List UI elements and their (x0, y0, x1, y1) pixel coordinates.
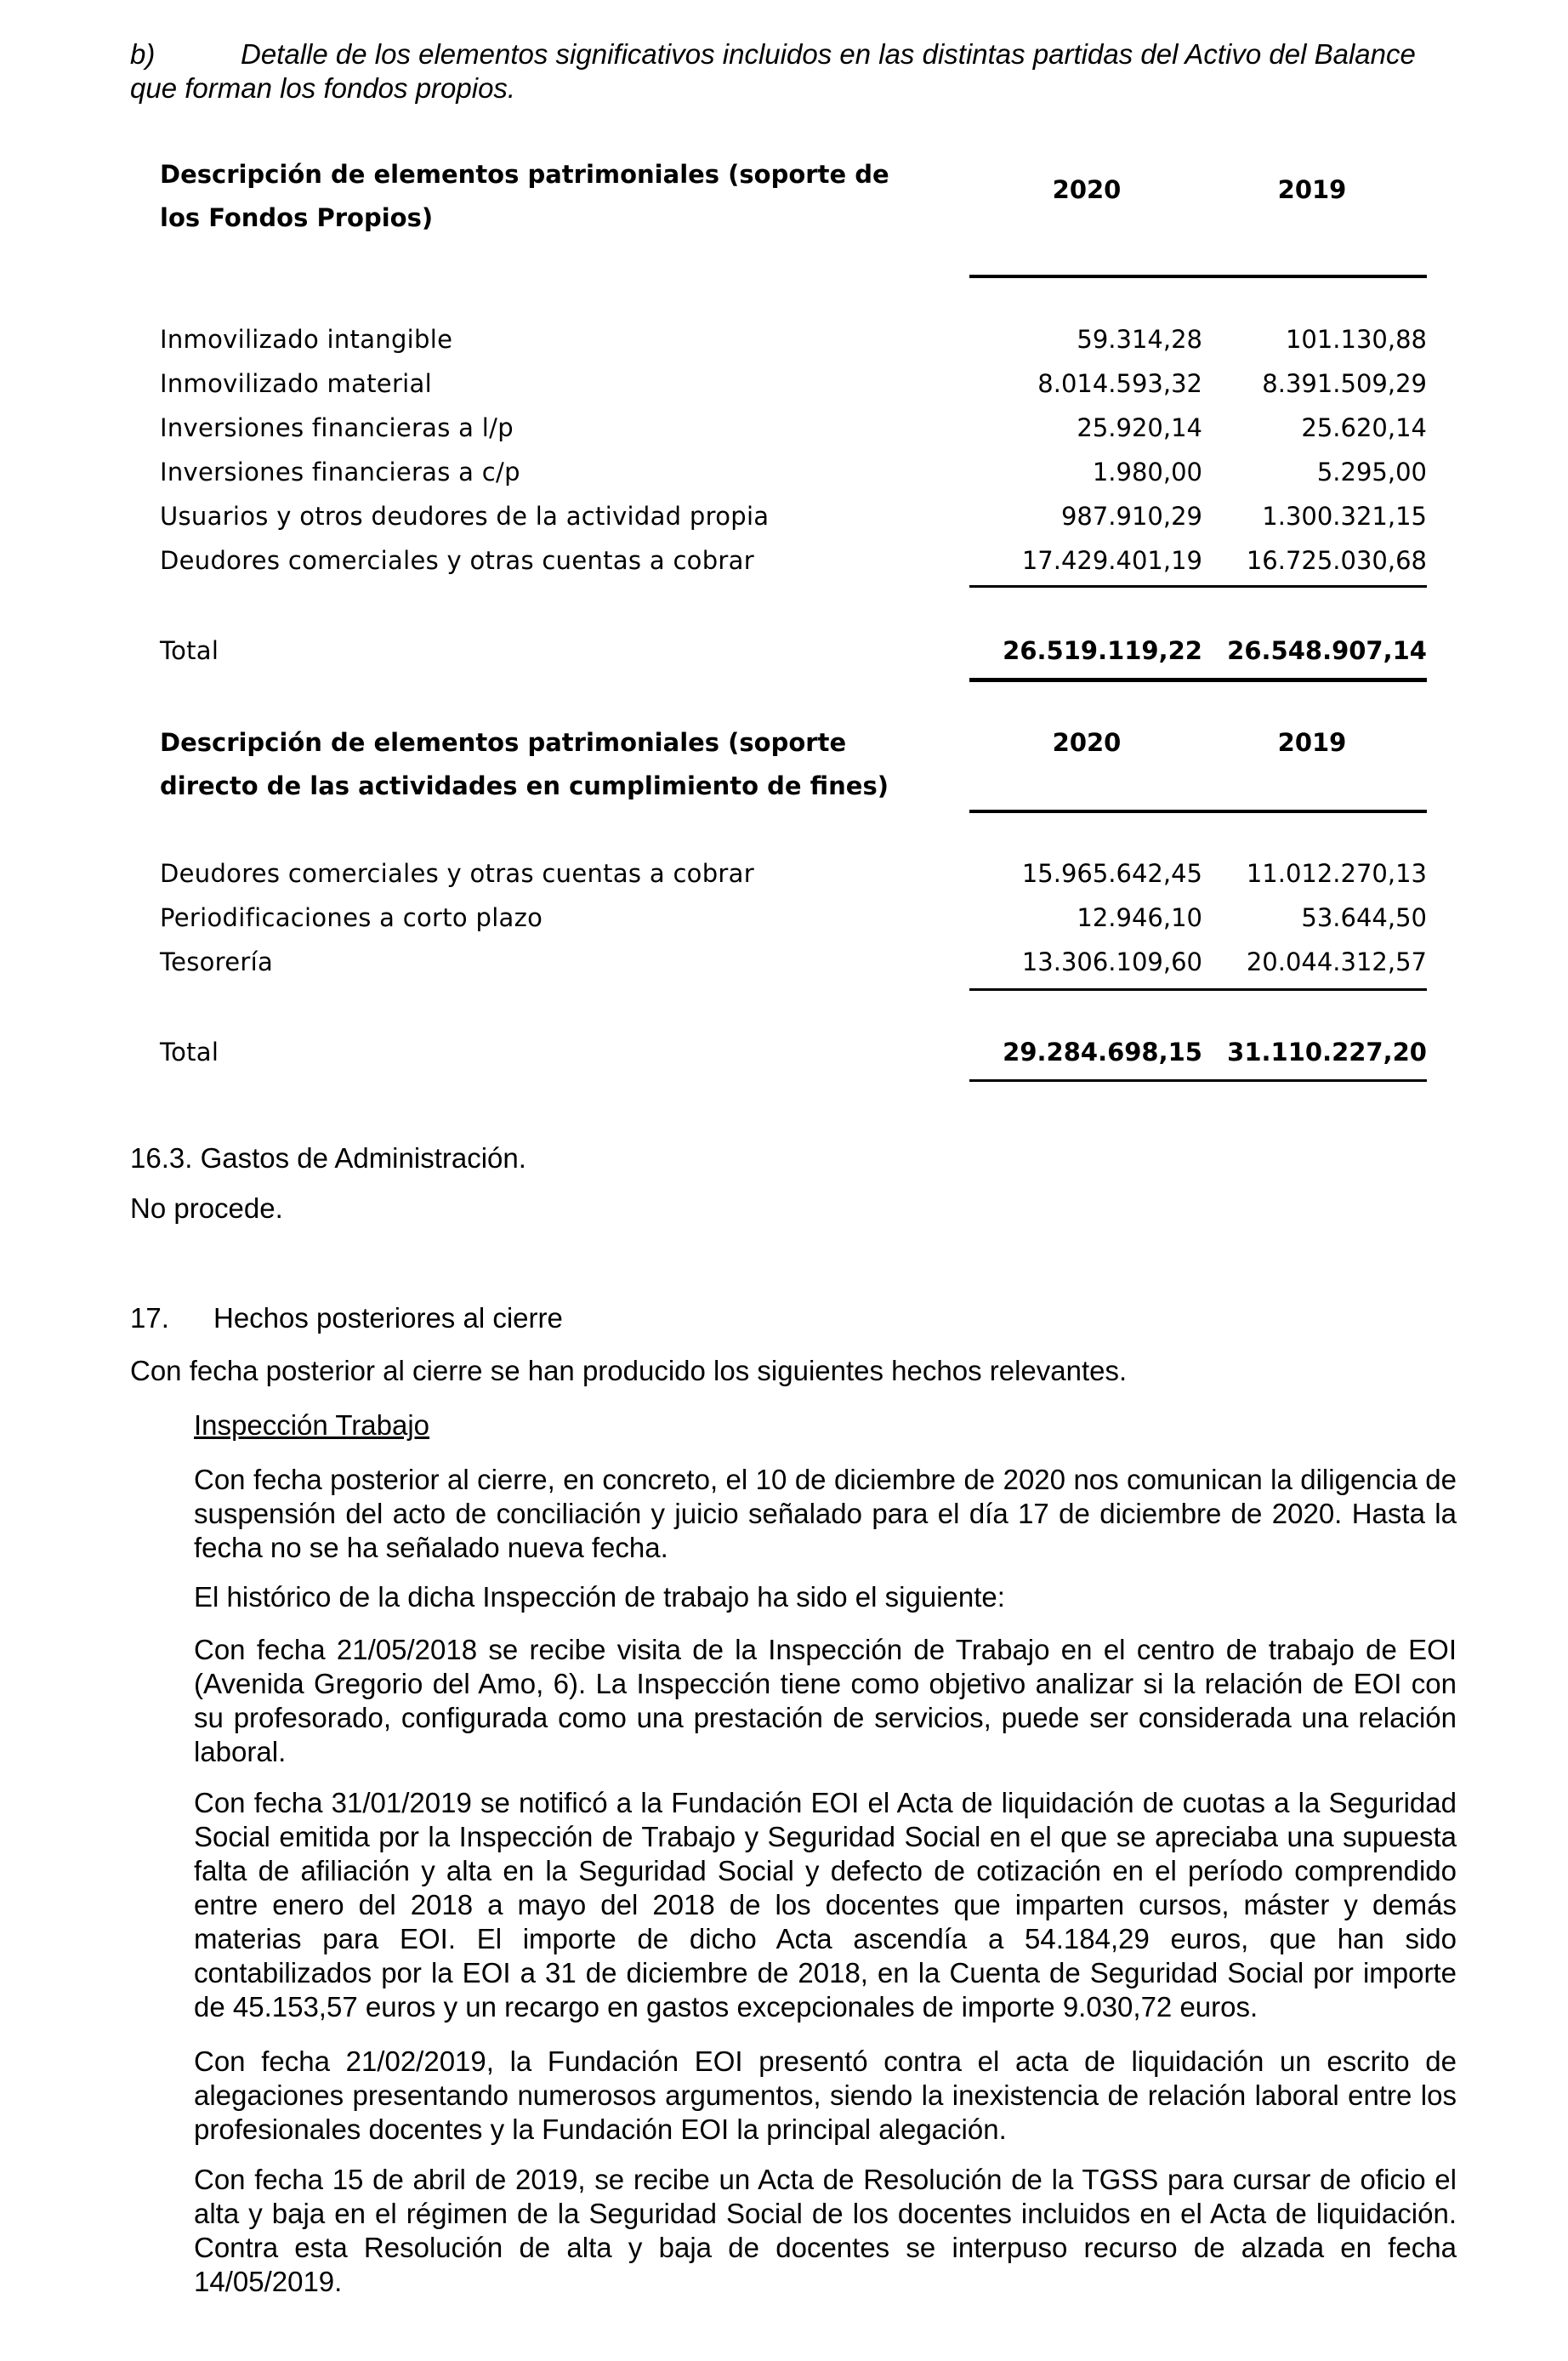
total-row (160, 636, 1427, 680)
row-label: Deudores comerciales y otras cuentas a cobrar (160, 859, 754, 888)
row-value-2020: 8.014.593,32 (1037, 369, 1202, 398)
paragraph: Con fecha 15 de abril de 2019, se recibe un Acta de Resolución de la TGSS para cursar de oficio el alta y baja en el régimen de la Seguridad Social de los docentes incluidos en el Acta de liquidación. Contra esta Resolución de alta y baja de docentes se interpuso recurso de alzada en fecha 14/05/2019. (194, 2164, 1457, 2297)
row-label: Deudores comerciales y otras cuentas a cobrar (160, 546, 754, 575)
paragraph: El histórico de la dicha Inspección de trabajo ha sido el siguiente: (194, 1581, 1005, 1613)
row-value-2020: 59.314,28 (1077, 325, 1202, 354)
section-17-heading (130, 1301, 563, 1335)
table-row (160, 903, 1427, 947)
total-rule (969, 678, 1427, 682)
row-value-2020: 1.980,00 (1092, 458, 1202, 486)
section-number: 17. (130, 1302, 169, 1334)
row-label: Inversiones financieras a c/p (160, 458, 520, 486)
paragraph: Con fecha posterior al cierre, en concreto, el 10 de diciembre de 2020 nos comunican la diligencia de suspensión del acto de conciliación y juicio señalado para el día 17 de diciembre de 2020. Hasta la fecha no se ha señalado nueva fecha. (194, 1464, 1457, 1563)
intro-text-line1: Detalle de los elementos significativos incluidos en las distintas partidas del Activo del Balance (241, 38, 1416, 70)
column-header-2019: 2019 (1277, 175, 1347, 204)
row-value-2019: 101.130,88 (1285, 325, 1427, 354)
section-17-intro: Con fecha posterior al cierre se han producido los siguientes hechos relevantes. (130, 1355, 1128, 1386)
table-fines (160, 721, 1427, 1087)
table-header (160, 721, 1427, 808)
table-fondos-propios (160, 153, 1427, 680)
row-label: Inversiones financieras a l/p (160, 413, 514, 442)
total-value-2020: 29.284.698,15 (1003, 1038, 1202, 1067)
row-value-2019: 53.644,50 (1301, 903, 1427, 932)
row-value-2020: 15.965.642,45 (1021, 859, 1202, 888)
column-header-2020: 2020 (1052, 175, 1122, 204)
row-value-2019: 16.725.030,68 (1246, 546, 1427, 575)
intro-text-line2: que forman los fondos propios. (130, 72, 516, 104)
table-row (160, 369, 1427, 413)
table-row (160, 502, 1427, 546)
section-16-3-heading: 16.3. Gastos de Administración. (130, 1142, 526, 1174)
row-value-2020: 987.910,29 (1060, 502, 1202, 531)
row-value-2019: 20.044.312,57 (1246, 947, 1427, 976)
intro-letter: b) (130, 38, 156, 70)
row-label: Inmovilizado intangible (160, 325, 453, 354)
paragraph: Con fecha 21/05/2018 se recibe visita de la Inspección de Trabajo en el centro de trabajo de EOI (Avenida Gregorio del Amo, 6). La Inspección tiene como objetivo analizar si la relación de EOI con su profesorado, configurada como una prestación de servicios, puede ser considerada una relación laboral. (194, 1634, 1457, 1767)
total-value-2019: 26.548.907,14 (1227, 636, 1427, 665)
table-row (160, 413, 1427, 458)
subtotal-rule (969, 988, 1427, 991)
row-value-2019: 25.620,14 (1301, 413, 1427, 442)
row-label: Usuarios y otros deudores de la actividad propia (160, 502, 770, 531)
row-value-2020: 25.920,14 (1077, 413, 1202, 442)
paragraph: Con fecha 31/01/2019 se notificó a la Fundación EOI el Acta de liquidación de cuotas a la Seguridad Social emitida por la Inspección de Trabajo y Seguridad Social en el que se apreciaba una supuesta falta de afiliación y alta en la Seguridad Social y defecto de cotización en el período comprendido entre enero del 2018 a mayo del 2018 de los docentes que imparten cursos, máster y demás materias para EOI. El importe de dicho Acta ascendía a 54.184,29 euros, que han sido contabilizados por la EOI a 31 de diciembre de 2018, en la Cuenta de Seguridad Social por importe de 45.153,57 euros y un recargo en gastos excepcionales de importe 9.030,72 euros. (194, 1787, 1457, 2022)
table-row (160, 458, 1427, 502)
row-label: Tesorería (160, 947, 274, 976)
total-label: Total (160, 636, 219, 665)
column-header-2019: 2019 (1277, 728, 1347, 757)
row-label: Inmovilizado material (160, 369, 432, 398)
row-label: Periodificaciones a corto plazo (160, 903, 543, 932)
total-label: Total (160, 1038, 219, 1067)
intro-paragraph (130, 37, 1457, 105)
table-row (160, 325, 1427, 369)
total-rule (969, 1079, 1427, 1082)
header-rule (969, 810, 1427, 813)
section-16-3-text: No procede. (130, 1192, 283, 1224)
table-title: Descripción de elementos patrimoniales (soporte directo de las actividades en cumplimiento de fines) (160, 728, 889, 800)
section-title: Hechos posteriores al cierre (213, 1302, 563, 1334)
table-row (160, 947, 1427, 992)
table-header (160, 153, 1427, 240)
header-rule (969, 275, 1427, 278)
row-value-2019: 8.391.509,29 (1262, 369, 1427, 398)
table-row (160, 859, 1427, 903)
column-header-2020: 2020 (1052, 728, 1122, 757)
total-row (160, 1038, 1427, 1082)
row-value-2019: 11.012.270,13 (1246, 859, 1427, 888)
row-value-2019: 1.300.321,15 (1262, 502, 1427, 531)
subtotal-rule (969, 585, 1427, 588)
row-value-2019: 5.295,00 (1316, 458, 1427, 486)
row-value-2020: 17.429.401,19 (1021, 546, 1202, 575)
row-value-2020: 13.306.109,60 (1021, 947, 1202, 976)
row-value-2020: 12.946,10 (1077, 903, 1202, 932)
table-title: Descripción de elementos patrimoniales (soporte de los Fondos Propios) (160, 160, 889, 232)
paragraph: Con fecha 21/02/2019, la Fundación EOI presentó contra el acta de liquidación un escrito de alegaciones presentando numerosos argumentos, siendo la inexistencia de relación laboral entre los profesionales docentes y la Fundación EOI la principal alegación. (194, 2045, 1457, 2145)
table-row (160, 546, 1427, 590)
total-value-2020: 26.519.119,22 (1003, 636, 1202, 665)
subheading-inspeccion-trabajo: Inspección Trabajo (194, 1409, 430, 1441)
total-value-2019: 31.110.227,20 (1227, 1038, 1427, 1067)
